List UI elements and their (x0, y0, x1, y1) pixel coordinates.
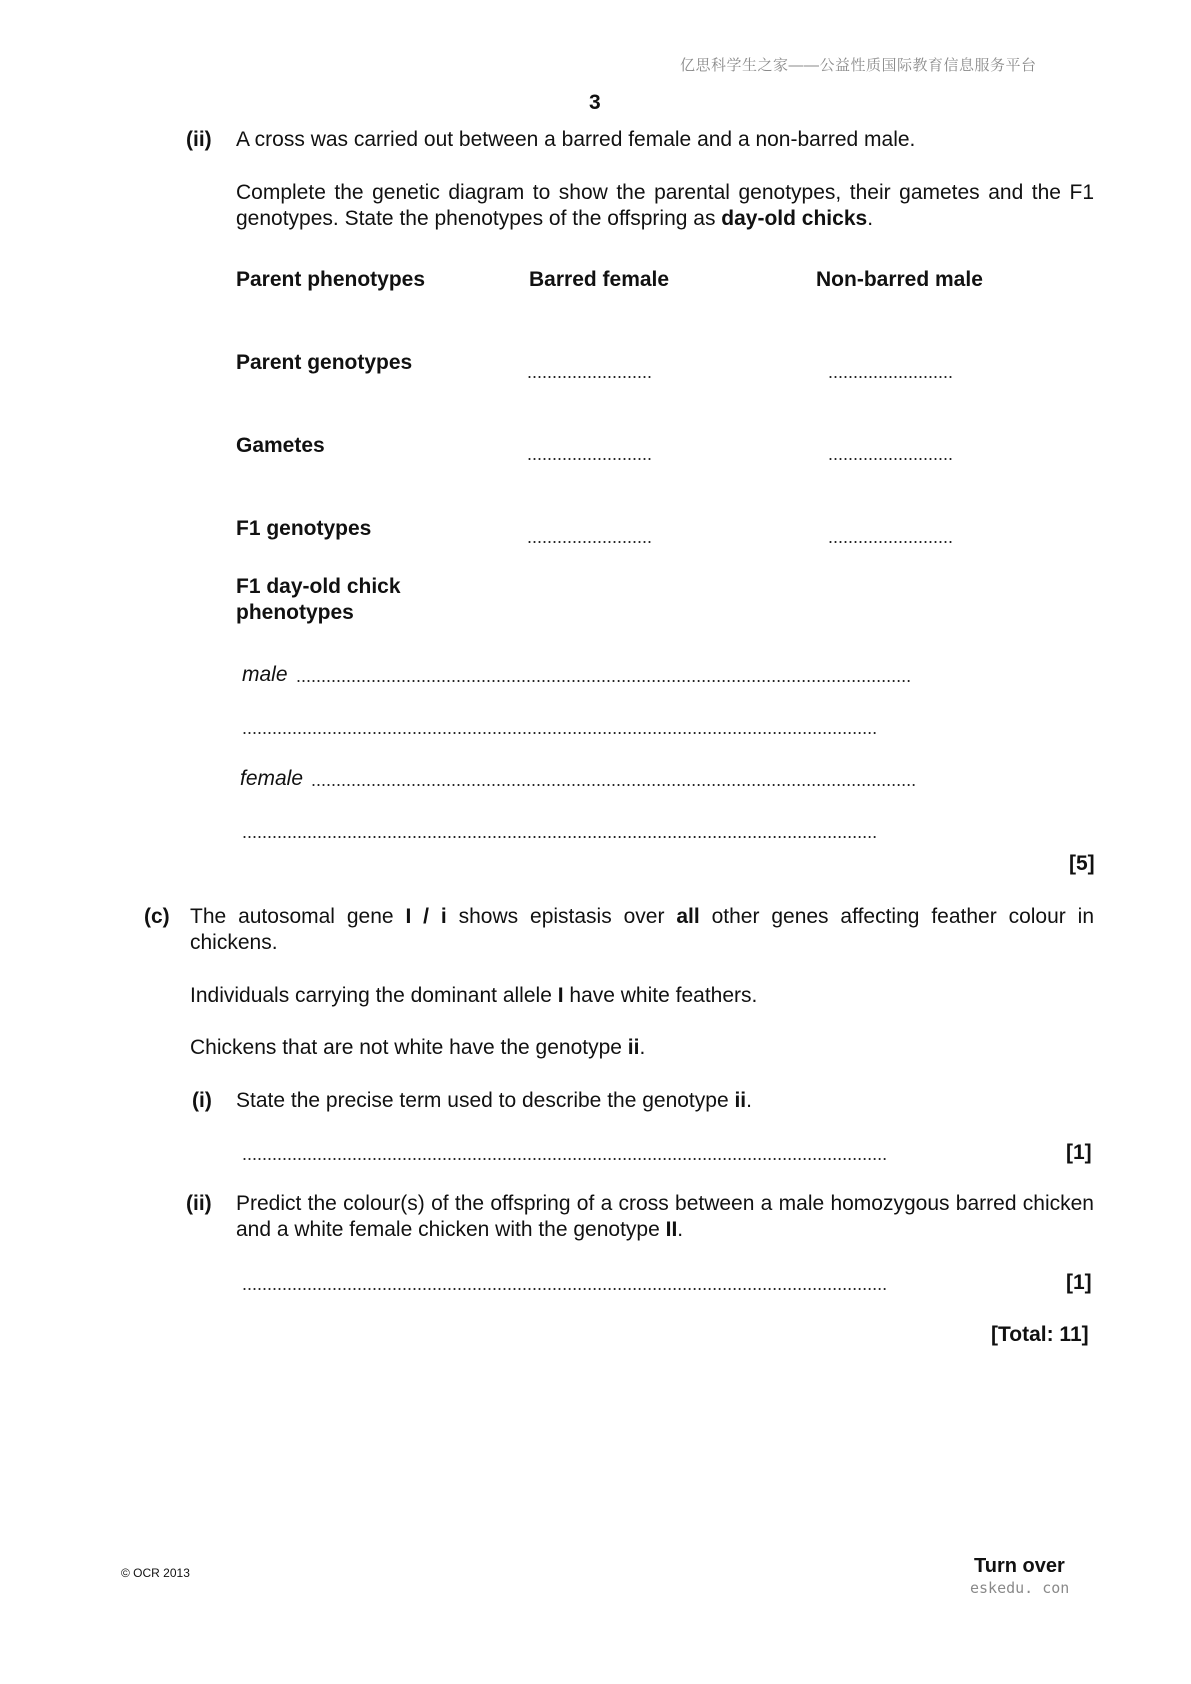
part-ii-question: A cross was carried out between a barred female and a non-barred male. (236, 128, 916, 151)
male-label: male (242, 663, 288, 686)
female-gametes-answer-line[interactable]: ......................... (527, 444, 653, 464)
parent-phenotypes-label: Parent phenotypes (236, 268, 426, 291)
part-c-ii-answer-line[interactable]: ................................................................................................................................. (242, 1274, 888, 1294)
part-c-intro: The autosomal gene I / i shows epistasis over all other genes affecting feather colour in chickens. (190, 905, 1095, 954)
part-c-ii-label: (ii) (186, 1192, 212, 1215)
f1-genotypes-label: F1 genotypes (236, 517, 372, 540)
f1-phenotypes-label-line1: F1 day-old chick (236, 575, 401, 598)
part-c-genotype-ii: Chickens that are not white have the genotype ii. (190, 1036, 646, 1059)
female-phenotype-answer-line[interactable]: ......................................................................................................................... (311, 770, 917, 790)
barred-female-heading: Barred female (529, 268, 670, 291)
male-gametes-answer-line[interactable]: ......................... (828, 444, 954, 464)
part-c-dominant-allele: Individuals carrying the dominant allele I have white feathers. (190, 984, 758, 1007)
male-phenotype-answer-line[interactable]: ........................................................................................................................... (296, 666, 912, 686)
page-number: 3 (589, 91, 601, 114)
non-barred-male-heading: Non-barred male (816, 268, 983, 291)
part-c-i-label: (i) (192, 1089, 212, 1112)
part-c-label: (c) (144, 905, 170, 928)
turn-over-text: Turn over (974, 1555, 1065, 1577)
copyright-notice: © OCR 2013 (121, 1566, 190, 1580)
female-label: female (240, 767, 304, 790)
watermark-text: 亿思科学生之家——公益性质国际教育信息服务平台 (680, 57, 1037, 74)
part-ii-label: (ii) (186, 128, 212, 151)
male-genotype-answer-line[interactable]: ......................... (828, 362, 954, 382)
part-c-i-marks: [1] (1066, 1141, 1092, 1164)
question-total: [Total: 11] (991, 1323, 1089, 1346)
part-c-ii-question: Predict the colour(s) of the offspring of a cross between a male homozygous barred chicken and a white female chicken with the genotype II. (236, 1192, 1094, 1241)
f1-genotype-answer-line-2[interactable]: ......................... (828, 527, 954, 547)
gametes-label: Gametes (236, 434, 325, 457)
part-c-i-question: State the precise term used to describe the genotype ii. (236, 1089, 752, 1112)
female-genotype-answer-line[interactable]: ......................... (527, 362, 653, 382)
part-c-ii-marks: [1] (1066, 1271, 1092, 1294)
f1-genotype-answer-line-1[interactable]: ......................... (527, 527, 653, 547)
male-phenotype-answer-line-2[interactable]: ............................................................................................................................... (242, 718, 878, 738)
site-watermark: eskedu. con (970, 1579, 1070, 1597)
part-ii-instruction: Complete the genetic diagram to show the parental genotypes, their gametes and the F1 genotypes. State the phenotypes of the offspring as day-old chicks. (236, 181, 1094, 230)
female-phenotype-answer-line-2[interactable]: ............................................................................................................................... (242, 822, 878, 842)
part-c-i-answer-line[interactable]: ................................................................................................................................. (242, 1144, 888, 1164)
f1-phenotypes-label-line2: phenotypes (236, 601, 354, 624)
parent-genotypes-label: Parent genotypes (236, 351, 413, 374)
part-ii-marks: [5] (1069, 852, 1095, 875)
